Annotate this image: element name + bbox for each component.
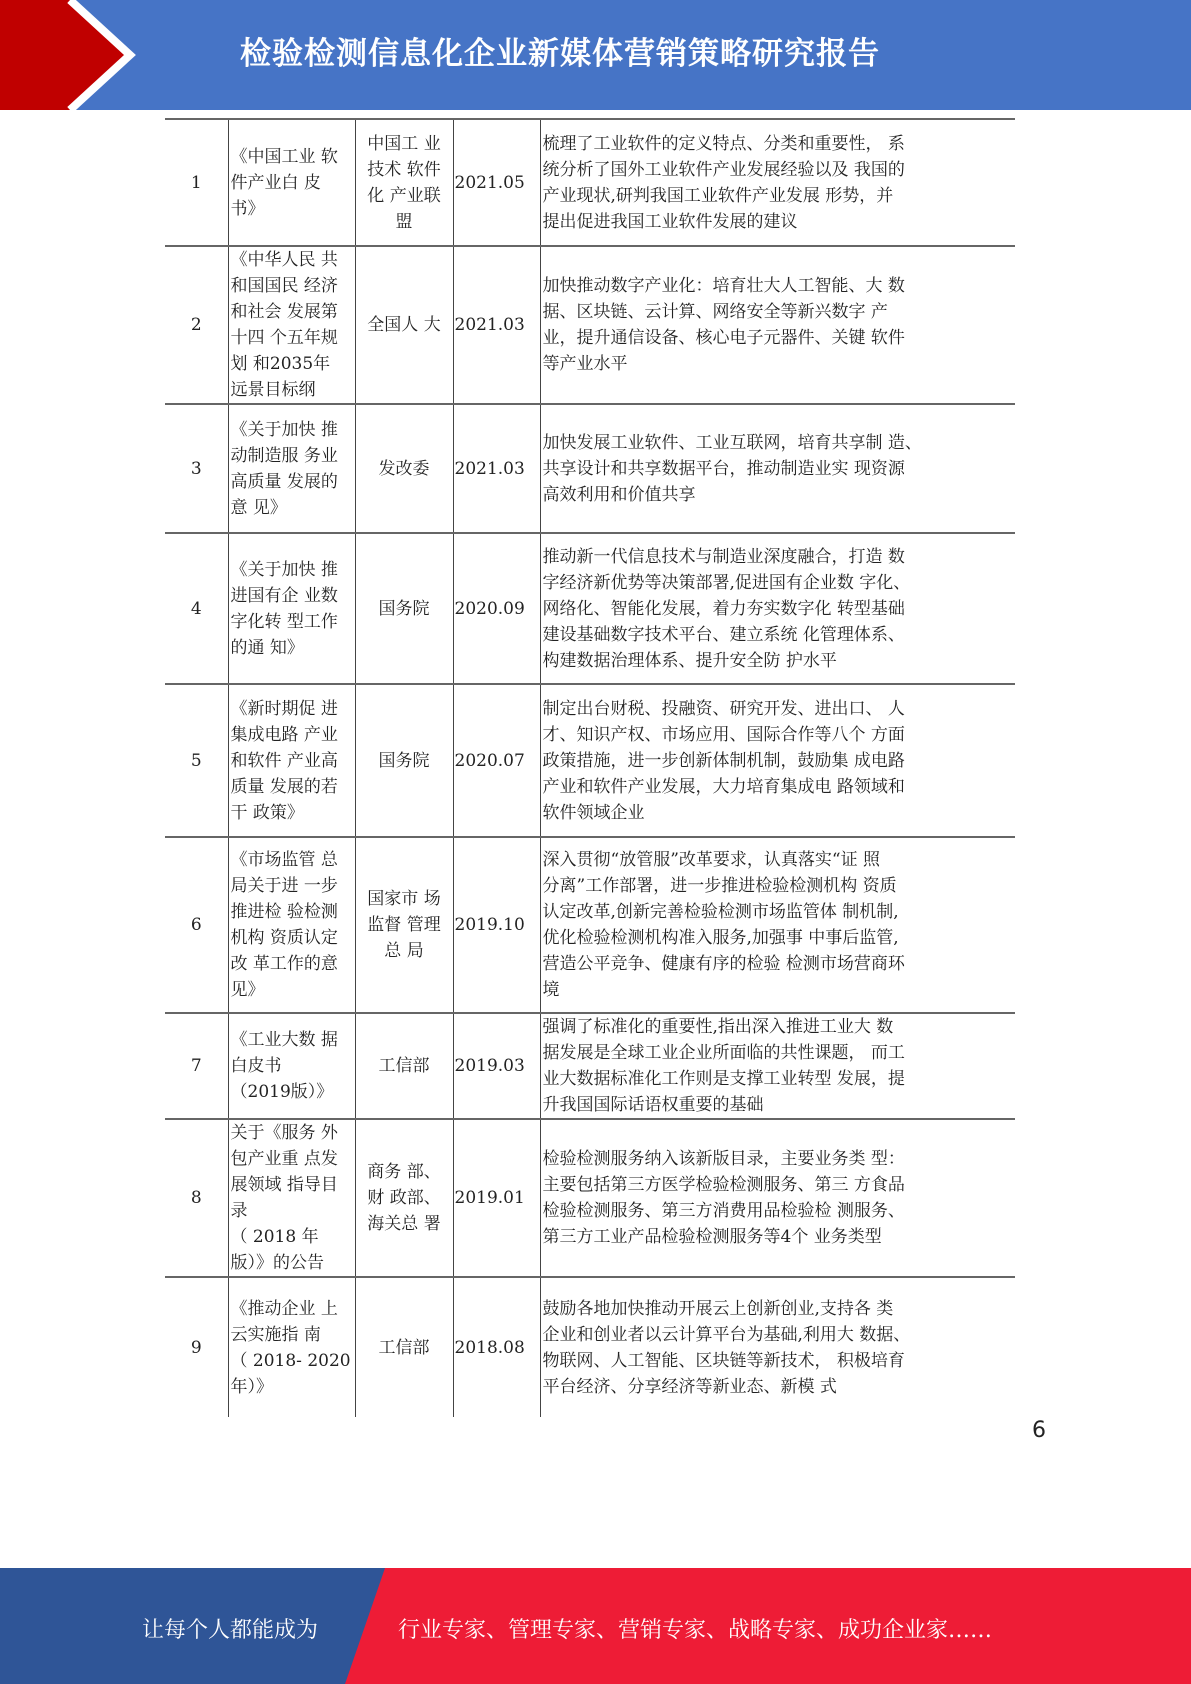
content-summary: 加快推动数字产业化：培育壮大人工智能、大 数 据、区块链、云计算、网络安全等新兴数字 产 业，提升通信设备、核心电子元器件、关键 软件 等产业水平 (540, 246, 1015, 404)
issue-date: 2021.03 (453, 404, 540, 533)
document-name: 《工业大数 据 白皮书 （2019版）》 (228, 1013, 355, 1119)
content-summary: 加快发展工业软件、工业互联网，培育共享制 造、 共享设计和共享数据平台，推动制造业实 现资源 高效利用和价值共享 (540, 404, 1015, 533)
issuer: 国务院 (355, 684, 453, 837)
issue-date: 2019.10 (453, 837, 540, 1013)
content-summary: 鼓励各地加快推动开展云上创新创业,支持各 类 企业和创业者以云计算平台为基础,利用大 数据、 物联网、人工智能、区块链等新技术， 积极培育 平台经济、分享经济等新业态、新模 式 (540, 1277, 1015, 1417)
page-number: 6 (1032, 1418, 1046, 1443)
row-number: 6 (165, 837, 228, 1013)
document-name: 《推动企业 上 云实施指 南 （ 2018- 2020 年）》 (228, 1277, 355, 1417)
table-row (165, 119, 1015, 246)
table-row (165, 837, 1015, 1013)
document-name: 《市场监管 总 局关于进 一步 推进检 验检测 机构 资质认定 改 革工作的意 见》 (228, 837, 355, 1013)
document-name: 关于《服务 外 包产业重 点发 展领域 指导目 录 （ 2018 年 版）》的公告 (228, 1119, 355, 1277)
issuer: 工信部 (355, 1277, 453, 1417)
issuer: 发改委 (355, 404, 453, 533)
row-number: 3 (165, 404, 228, 533)
document-name: 《中国工业 软 件产业白 皮 书》 (228, 119, 355, 246)
row-number: 5 (165, 684, 228, 837)
issuer: 全国人 大 (355, 246, 453, 404)
table-row (165, 1119, 1015, 1277)
row-number: 2 (165, 246, 228, 404)
document-name: 《关于加快 推 进国有企 业数 字化转 型工作 的通 知》 (228, 533, 355, 684)
footer-slogan-right: 行业专家、管理专家、营销专家、战略专家、成功企业家…… (398, 1618, 993, 1643)
issue-date: 2019.03 (453, 1013, 540, 1119)
issuer: 中国工 业 技术 软件 化 产业联 盟 (355, 119, 453, 246)
table-row (165, 684, 1015, 837)
document-name: 《新时期促 进 集成电路 产业 和软件 产业高 质量 发展的若 干 政策》 (228, 684, 355, 837)
row-number: 1 (165, 119, 228, 246)
page-header (0, 0, 1191, 110)
page-title: 检验检测信息化企业新媒体营销策略研究报告 (240, 36, 880, 72)
row-number: 9 (165, 1277, 228, 1417)
content-summary: 深入贯彻“放管服”改革要求，认真落实“证 照 分离”工作部署，进一步推进检验检测机构 资质 认定改革,创新完善检验检测市场监管体 制机制, 优化检验检测机构准入服务,加强事 中事后监管, 营造公平竞争、健康有序的检验 检测市场营商环 境 (540, 837, 1015, 1013)
row-number: 8 (165, 1119, 228, 1277)
table-row (165, 246, 1015, 404)
issue-date: 2021.05 (453, 119, 540, 246)
document-name: 《中华人民 共 和国国民 经济 和社会 发展第 十四 个五年规 划 和2035年 远景目标纲 (228, 246, 355, 404)
issue-date: 2018.08 (453, 1277, 540, 1417)
content-summary: 梳理了工业软件的定义特点、分类和重要性， 系 统分析了国外工业软件产业发展经验以及 我国的 产业现状,研判我国工业软件产业发展 形势，并 提出促进我国工业软件发展的建议 (540, 119, 1015, 246)
chevron-decoration-icon (0, 0, 160, 110)
content-summary: 检验检测服务纳入该新版目录，主要业务类 型： 主要包括第三方医学检验检测服务、第三 方食品 检验检测服务、第三方消费用品检验检 测服务、 第三方工业产品检验检测服务等4个 业务类型 (540, 1119, 1015, 1277)
issuer: 国家市 场 监督 管理 总 局 (355, 837, 453, 1013)
policy-table (165, 118, 1015, 1417)
table-row (165, 533, 1015, 684)
issuer: 商务 部、 财 政部、 海关总 署 (355, 1119, 453, 1277)
row-number: 7 (165, 1013, 228, 1119)
content-summary: 制定出台财税、投融资、研究开发、进出口、 人 才、知识产权、市场应用、国际合作等八个 方面 政策措施，进一步创新体制机制，鼓励集 成电路 产业和软件产业发展，大力培育集成电 路领域和 软件领域企业 (540, 684, 1015, 837)
table-row (165, 1013, 1015, 1119)
issue-date: 2021.03 (453, 246, 540, 404)
issue-date: 2020.07 (453, 684, 540, 837)
issue-date: 2019.01 (453, 1119, 540, 1277)
document-name: 《关于加快 推 动制造服 务业 高质量 发展的 意 见》 (228, 404, 355, 533)
issuer: 国务院 (355, 533, 453, 684)
table-row (165, 404, 1015, 533)
row-number: 4 (165, 533, 228, 684)
content-summary: 强调了标准化的重要性,指出深入推进工业大 数 据发展是全球工业企业所面临的共性课题， 而工 业大数据标准化工作则是支撑工业转型 发展，提 升我国国际话语权重要的基础 (540, 1013, 1015, 1119)
table-row (165, 1277, 1015, 1417)
content-summary: 推动新一代信息技术与制造业深度融合，打造 数 字经济新优势等决策部署,促进国有企业数 字化、 网络化、智能化发展，着力夯实数字化 转型基础 建设基础数字技术平台、建立系统 化管理体系、 构建数据治理体系、提升安全防 护水平 (540, 533, 1015, 684)
issue-date: 2020.09 (453, 533, 540, 684)
issuer: 工信部 (355, 1013, 453, 1119)
footer-slogan-left: 让每个人都能成为 (142, 1618, 319, 1643)
